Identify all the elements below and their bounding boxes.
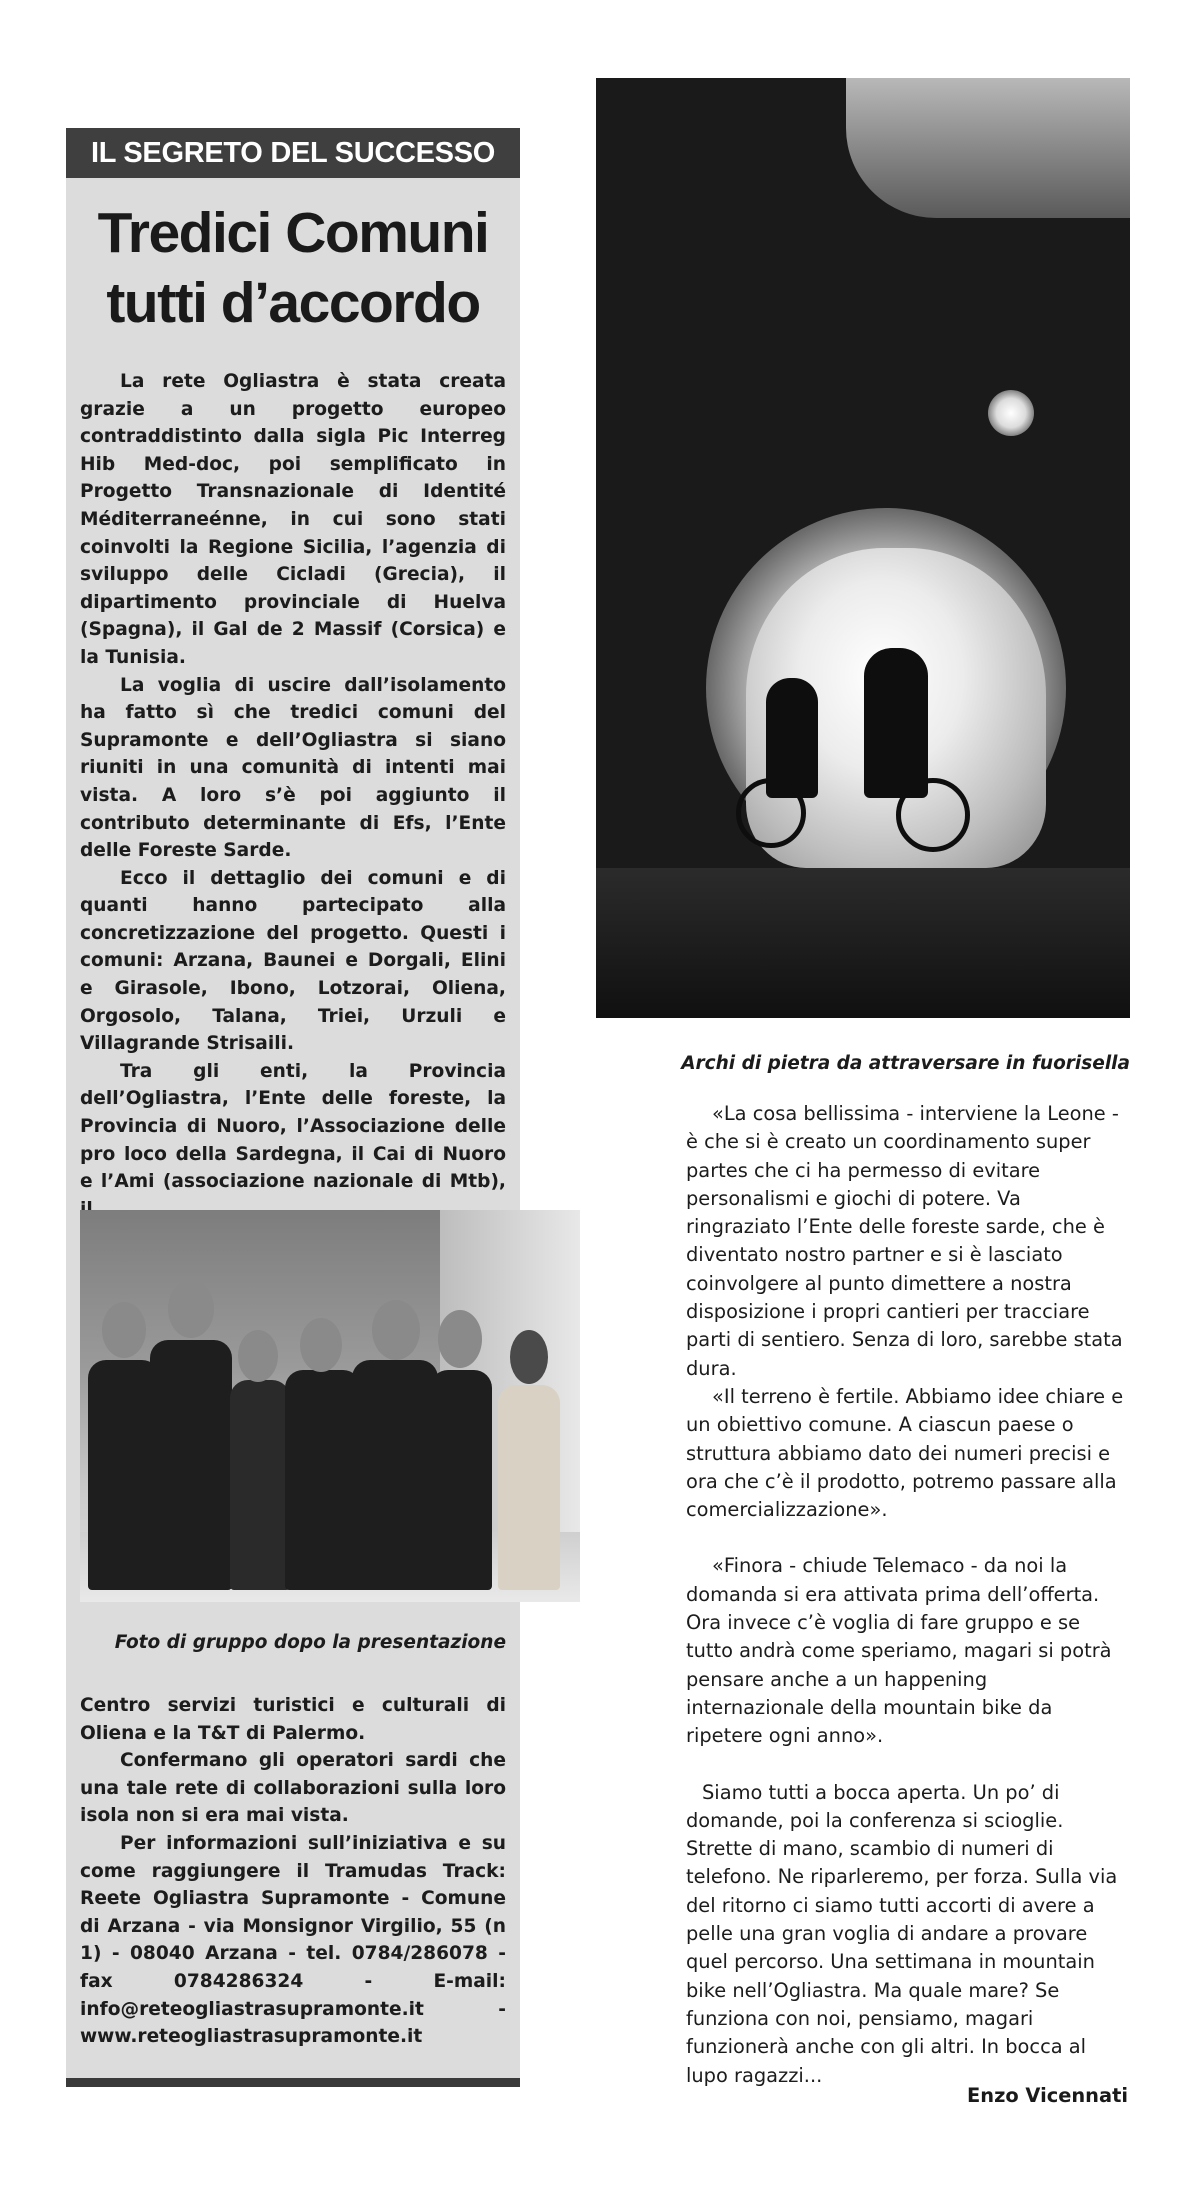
- paragraph: «Il terreno è fertile. Abbiamo idee chiare e un obiettivo comune. A ciascun paese o struttura abbiamo dato dei numeri precisi e ora che c’è il prodotto, potremo passare alla comercializzazione».: [686, 1384, 1124, 1522]
- headline-line-2: tutti d’accordo: [106, 271, 480, 335]
- person-head: [510, 1330, 548, 1384]
- mountain-photo-caption: Archi di pietra da attraversare in fuorisella: [681, 1053, 1130, 1074]
- mountain-bike-photo: [596, 78, 1130, 1018]
- person-silhouette: [352, 1360, 438, 1590]
- paragraph: La rete Ogliastra è stata creata grazie a un progetto europeo contraddistinto dalla sigla Pic Interreg Hib Med-doc, poi semplificato in Progetto Transnazionale di Identité Méditerraneénne, in cui sono stati coinvolti la Regione Sicilia, l’agenzia di sviluppo delle Cicladi (Grecia), il dipartimento provinciale di Huelva (Spagna), il Gal de 2 Massif (Corsica) e la Tunisia.: [80, 371, 506, 668]
- person-silhouette: [285, 1370, 361, 1590]
- photo-sky: [846, 78, 1130, 218]
- sidebar-bottom-rule: [66, 2078, 520, 2087]
- author-byline: Enzo Vicennati: [967, 2084, 1128, 2107]
- person-silhouette: [430, 1370, 492, 1590]
- person-head: [168, 1280, 214, 1338]
- bike-wheel: [896, 778, 970, 852]
- person-silhouette: [498, 1385, 560, 1590]
- person-silhouette: [230, 1380, 290, 1590]
- paragraph: Ecco il dettaglio dei comuni e di quanti hanno partecipato alla concretizzazione del progetto. Questi i comuni: Arzana, Baunei e Dorgali, Elini e Girasole, Ibono, Lotzorai, Oliena, Orgosolo, Talana, Triei, Urzuli e Villagrande Strisaili.: [80, 867, 506, 1055]
- person-head: [238, 1330, 278, 1382]
- person-silhouette: [150, 1340, 232, 1590]
- paragraph: Confermano gli operatori sardi che una tale rete di collaborazioni sulla loro isola non si era mai vista.: [80, 1750, 506, 1827]
- right-column-text: [686, 1100, 1126, 2090]
- sun-flare: [988, 390, 1034, 436]
- paragraph: Centro servizi turistici e culturali di Oliena e la T&T di Palermo.: [80, 1695, 506, 1744]
- person-head: [372, 1300, 420, 1360]
- paragraph: La voglia di uscire dall’isolamento ha fatto sì che tredici comuni del Supramonte e dell’Ogliastra si siano riuniti in una comunità di intenti mai vista. A loro s’è poi aggiunto il contributo determinante di Efs, l’Ente delle Foreste Sarde.: [80, 674, 506, 862]
- group-photo: [80, 1210, 580, 1602]
- paragraph: «La cosa bellissima - interviene la Leone - è che si è creato un coordinamento super partes che ci ha permesso di evitare personalismi e giochi di potere. Va ringraziato l’Ente delle foreste sarde, che è diventato nostro partner e si è lasciato coinvolgere al punto dimettere a nostra disposizione i propri cantieri per tracciare parti di sentiero. Senza di loro, sarebbe stata dura.: [686, 1102, 1123, 1380]
- paragraph: Siamo tutti a bocca aperta. Un po’ di domande, poi la conferenza si scioglie. Strette di mano, scambio di numeri di telefono. Ne riparleremo, per forza. Sulla via del ritorno ci siamo tutti accorti di avere a pelle una gran voglia di andare a provare quel percorso. Una settimana in mountain bike nell’Ogliastra. Ma quale mare? Se funziona con noi, pensiamo, magari funzionerà anche con gli altri. In bocca al lupo ragazzi...: [686, 1780, 1118, 2087]
- bike-wheel: [736, 778, 806, 848]
- person-head: [102, 1302, 146, 1358]
- left-column-text-top: [80, 368, 506, 1223]
- cyclist-silhouette: [864, 648, 928, 798]
- left-column-text-bottom: [80, 1692, 506, 2051]
- photo-ground: [596, 868, 1130, 1018]
- paragraph: «Finora - chiude Telemaco - da noi la domanda si era attivata prima dell’offerta. Ora invece c’è voglia di fare gruppo e se tutto andrà come speriamo, magari si potrà pensare anche a un happening internazionale della mountain bike da ripetere ogni anno».: [686, 1554, 1112, 1748]
- paragraph: Per informazioni sull’iniziativa e su come raggiungere il Tramudas Track: Reete Ogliastra Supramonte - Comune di Arzana - via Monsignor Virgilio, 55 (n 1) - 08040 Arzana - tel. 0784/286078 - fax 0784286324 - E-mail: info@reteogliastrasupramonte.it - www.reteogliastrasupramonte.it: [80, 1832, 506, 2048]
- headline-line-1: Tredici Comuni: [97, 201, 489, 265]
- person-head: [300, 1318, 342, 1372]
- group-photo-caption: Foto di gruppo dopo la presentazione: [114, 1632, 506, 1653]
- kicker-label: IL SEGRETO DEL SUCCESSO: [66, 128, 520, 178]
- person-head: [438, 1310, 482, 1368]
- headline: [66, 198, 520, 338]
- paragraph: Tra gli enti, la Provincia dell’Ogliastra, l’Ente delle foreste, la Provincia di Nuoro, l’Associazione delle pro loco della Sardegna, il Cai di Nuoro e l’Ami (associazione nazionale di Mtb),: [80, 1060, 506, 1193]
